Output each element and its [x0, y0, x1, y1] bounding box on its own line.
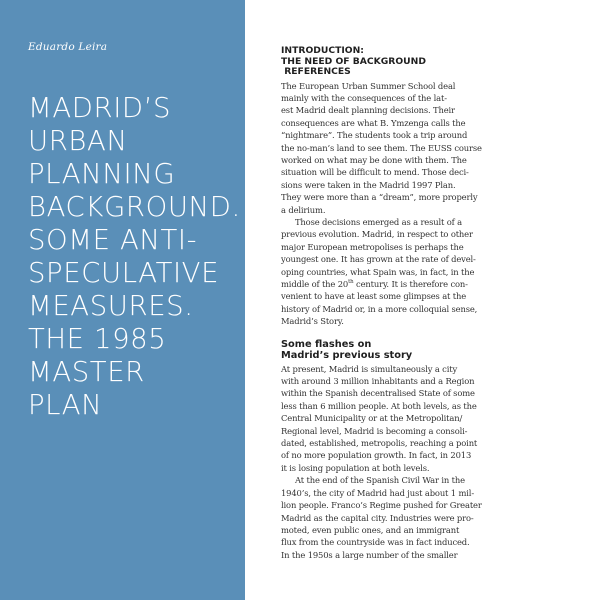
title-line: MEASURES.	[28, 290, 194, 322]
title-line: PLANNING	[28, 158, 176, 190]
text-line: major European metropolises is perhaps the	[281, 241, 464, 252]
text-line: consequences are what B. Ymzenga calls the	[281, 117, 466, 128]
title-line: BACKGROUND.	[28, 191, 241, 223]
text-line: Central Municipality or at the Metropolitan/	[281, 413, 463, 424]
text-line: within the Spanish decentralised State of some	[281, 388, 475, 399]
text-line: previous evolution. Madrid, in respect to other	[281, 229, 473, 240]
text-line: middle of the 20th century. It is therefore con-	[281, 279, 468, 289]
text-line: They were more than a “dream”, more properly	[281, 192, 478, 203]
text-line: the no-man’s land to see them. The EUSS course	[281, 142, 482, 153]
text-line: At the end of the Spanish Civil War in the	[295, 475, 465, 486]
heading-line: REFERENCES	[281, 66, 351, 77]
article-body	[281, 46, 545, 561]
title-line: MADRID’S	[28, 92, 172, 124]
text-line: At present, Madrid is simultaneously a city	[281, 363, 458, 374]
text-line: it is losing population at both levels.	[281, 462, 430, 473]
heading-line: THE NEED OF BACKGROUND	[281, 55, 426, 67]
text-line: Madrid’s Story.	[281, 316, 344, 327]
heading-line: INTRODUCTION:	[281, 45, 364, 56]
author-name: Eduardo Leira	[28, 41, 108, 53]
text-line: “nightmare”. The students took a trip around	[281, 130, 468, 141]
text-line: with around 3 million inhabitants and a Region	[281, 376, 475, 387]
title-panel	[0, 0, 245, 600]
text-line: dated, established, metropolis, reaching a point	[281, 438, 478, 449]
heading-line: Some flashes on	[281, 338, 372, 350]
text-line: sions were taken in the Madrid 1997 Plan.	[281, 179, 456, 190]
title-line: PLAN	[28, 389, 103, 421]
title-line: SOME ANTI-	[28, 224, 198, 256]
text-line: youngest one. It has grown at the rate of devel-	[281, 254, 476, 265]
previous-story-heading	[281, 339, 545, 361]
text-line: less than 6 million people. At both levels, as the	[281, 400, 477, 411]
title-line: MASTER	[28, 356, 145, 388]
text-line: flux from the countryside was in fact induced.	[281, 537, 470, 548]
text-line: venient to have at least some glimpses at the	[281, 291, 467, 302]
text-line: In the 1950s a large number of the smaller	[281, 549, 458, 560]
text-line: moted, even public ones, and an immigrant	[281, 524, 460, 535]
previous-story-paragraph-1	[281, 363, 545, 475]
title-line: SPECULATIVE	[28, 257, 220, 289]
heading-line: Madrid’s previous story	[281, 349, 413, 361]
text-line: Madrid as the capital city. Industries were pro-	[281, 512, 474, 523]
previous-story-paragraph-2	[281, 474, 545, 561]
text-line: 1940’s, the city of Madrid had just about 1 mil-	[281, 487, 475, 498]
text-line: situation will be difficult to mend. Those deci-	[281, 167, 469, 178]
introduction-heading	[281, 46, 545, 78]
article-panel	[245, 0, 600, 600]
title-line: THE 1985	[28, 323, 167, 355]
text-line: a delirium.	[281, 204, 326, 215]
text-line: oping countries, what Spain was, in fact, in the	[281, 266, 475, 277]
text-line: Those decisions emerged as a result of a	[295, 216, 462, 227]
text-line: Regional level, Madrid is becoming a consoli-	[281, 425, 468, 436]
introduction-paragraph-2	[281, 216, 545, 328]
introduction-paragraph-1	[281, 80, 545, 216]
article-title	[28, 92, 240, 422]
text-line: worked on what may be done with them. The	[281, 154, 467, 165]
text-line: est Madrid dealt planning decisions. Their	[281, 105, 455, 116]
text-line: The European Urban Summer School deal	[281, 80, 456, 91]
title-line: URBAN	[28, 125, 128, 157]
text-line: history of Madrid or, in a more colloquial sense,	[281, 303, 478, 314]
text-line: of no more population growth. In fact, in 2013	[281, 450, 472, 461]
text-line: mainly with the consequences of the lat-	[281, 92, 447, 103]
text-line: lion people. Franco’s Regime pushed for Greater	[281, 500, 482, 511]
